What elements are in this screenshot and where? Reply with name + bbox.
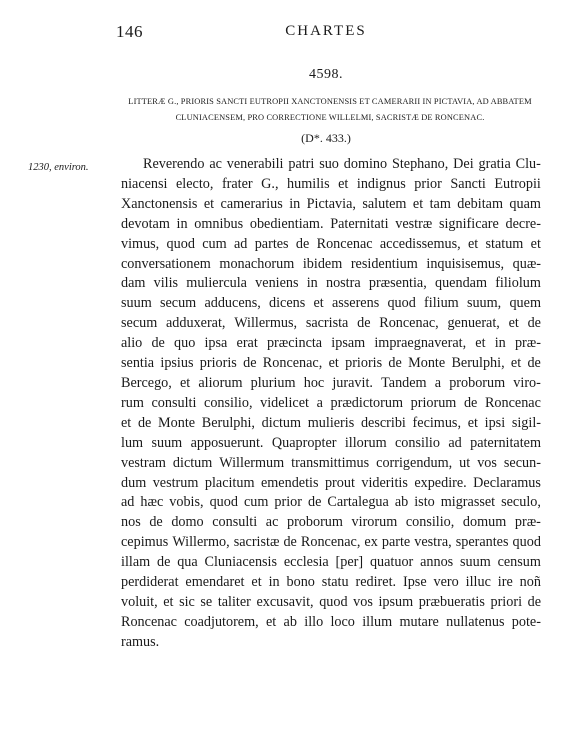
body-word: Willermus, (234, 315, 298, 332)
body-word: secum (159, 295, 197, 312)
body-word: se (200, 593, 213, 610)
body-word: quendam (434, 275, 487, 292)
charter-reference: (D*. 433.) (301, 131, 351, 145)
body-word: consulti (212, 514, 258, 531)
body-line (121, 593, 541, 613)
body-word: taliter (217, 593, 251, 610)
body-word: Willermo, (172, 534, 230, 551)
body-word: ecclesia (283, 554, 329, 571)
body-word: et (510, 355, 522, 372)
body-line (121, 553, 541, 573)
body-word: vero (433, 574, 459, 591)
margin-date: 1230, environ. (28, 162, 89, 173)
body-word: illuc (465, 574, 491, 591)
body-word: quam (509, 195, 541, 212)
body-word: corrigendum, (376, 454, 453, 471)
body-word: expedire. (414, 474, 467, 491)
charter-title-line: LITTERÆ G., PRIORIS SANCTI EUTROPII XANCTONENSIS ET CAMERARII IN PICTAVIA, AD ABBATEM (128, 97, 532, 106)
body-word: dum (121, 474, 147, 491)
body-word: mulieris (307, 414, 355, 431)
body-word: illum (362, 613, 393, 630)
body-word: prioris (199, 355, 237, 372)
body-word: prout (324, 474, 355, 491)
body-line (121, 294, 541, 314)
body-word: Sancti (450, 175, 486, 192)
body-word: videlicet (260, 394, 309, 411)
body-word: de (243, 355, 257, 372)
body-line (121, 573, 541, 593)
body-word: obedientiam. (249, 215, 324, 232)
body-line (121, 633, 541, 653)
body-line (121, 235, 541, 255)
body-word: et (412, 195, 424, 212)
body-word: ab (394, 494, 409, 511)
body-word: muliercula (186, 275, 247, 292)
body-word: Dei (453, 156, 474, 172)
body-word: ad (233, 235, 248, 252)
body-word: proborum (286, 514, 343, 531)
body-word: et (163, 593, 174, 610)
body-word: sperantes (455, 534, 509, 551)
body-word: de (295, 235, 310, 252)
body-word: ad (121, 494, 135, 511)
body-word: quod (319, 593, 348, 610)
body-word: de (137, 414, 152, 431)
body-word: bono (286, 574, 315, 591)
body-word: emendaret (185, 574, 245, 591)
body-word: de (463, 394, 478, 411)
body-word: in (268, 574, 280, 591)
body-word: perdiderat (121, 574, 179, 591)
body-word: et (467, 414, 478, 431)
body-word: partes (254, 235, 289, 252)
body-word: erat (236, 335, 258, 352)
body-word: domino (343, 156, 388, 172)
body-word: vobis, (169, 494, 204, 511)
body-word: quod (209, 494, 238, 511)
body-word: Paternitati (330, 215, 389, 232)
body-word: vos (477, 454, 497, 471)
body-word: plurium (250, 374, 296, 391)
body-word: ac (265, 514, 279, 531)
body-word: ac (209, 156, 222, 172)
body-word: Berulphi, (201, 414, 255, 431)
body-word: et (313, 295, 324, 312)
body-word: Roncenac (484, 394, 541, 411)
body-word: et (467, 235, 479, 252)
body-word: Reverendo (143, 156, 205, 172)
body-word: quæ- (512, 255, 541, 272)
body-word: apposuerunt. (190, 434, 264, 451)
body-word: Bercego, (121, 374, 172, 391)
body-word: noñ (519, 574, 541, 591)
body-word: suo (319, 156, 339, 172)
body-word: Eutropii (494, 175, 541, 192)
body-word: in (176, 215, 188, 232)
body-word: ipsa (204, 335, 228, 352)
body-word: consilio, (405, 514, 455, 531)
body-word: quem (509, 295, 541, 312)
body-word: ipsi (484, 414, 506, 431)
body-word: et (530, 235, 541, 252)
body-word: Roncenac (121, 613, 177, 630)
charter-title (120, 94, 540, 126)
body-word: dictum (172, 454, 213, 471)
body-word: de (307, 494, 322, 511)
body-word: G., (261, 175, 279, 192)
body-word: transmittimus (291, 454, 370, 471)
body-word: suum, (466, 295, 502, 312)
body-word: suum (151, 434, 183, 451)
body-word: præcincta (266, 335, 323, 352)
body-word: Roncenac, (262, 355, 323, 372)
body-word: Monte (408, 355, 446, 372)
body-word: salutem (362, 195, 407, 212)
body-word: quo (174, 335, 196, 352)
body-word: sentia (121, 355, 155, 372)
body-word: ipsum (378, 593, 414, 610)
body-word: Clu- (515, 156, 541, 172)
body-word: Monte (158, 414, 196, 431)
body-word: Cartalegua (327, 494, 389, 511)
body-word: de (156, 554, 171, 571)
body-word: loco (330, 613, 355, 630)
body-word: Roncenac, (300, 534, 361, 551)
body-line (121, 195, 541, 215)
body-word: camerarius (220, 195, 283, 212)
body-word: adduxerat, (165, 315, 226, 332)
body-word: domo (171, 514, 204, 531)
body-word: vestræ (395, 215, 433, 232)
body-line (121, 155, 541, 175)
body-word: præ- (514, 514, 541, 531)
body-word: et (121, 414, 132, 431)
body-word: genuerat, (447, 315, 500, 332)
body-word: statum (485, 235, 524, 252)
body-word: consilio, (204, 394, 253, 411)
body-word: frater (221, 175, 253, 192)
body-word: Cluniacensis (204, 554, 278, 571)
page-header (116, 22, 536, 44)
body-word: quatuor (369, 554, 414, 571)
body-word: filiolum (495, 275, 541, 292)
body-word: aliorum (198, 374, 243, 391)
body-word: et (338, 175, 349, 192)
body-word: niacensi (121, 175, 168, 192)
body-word: de (283, 534, 297, 551)
body-word: prioris (345, 355, 383, 372)
body-word: describi (360, 414, 406, 431)
body-word: Roncenac (316, 235, 373, 252)
body-word: priorum (410, 394, 457, 411)
body-word: dam (121, 275, 146, 292)
body-word: Roncenac, (379, 315, 439, 332)
body-word: statu (321, 574, 349, 591)
body-word: Quapropter (271, 434, 337, 451)
body-word: vestra, (414, 534, 452, 551)
body-word: nostra (325, 275, 361, 292)
body-word: Berulphi, (451, 355, 505, 372)
body-word: proborum (449, 374, 506, 391)
body-word: domum (462, 514, 507, 531)
body-word: consilio (395, 434, 440, 451)
page-number: 146 (116, 22, 143, 41)
body-word: residentium (350, 255, 418, 272)
body-word: conversationem (121, 255, 211, 272)
body-line (121, 374, 541, 394)
body-word: dictum (261, 414, 302, 431)
body-word: parte (381, 534, 411, 551)
body-word: et (266, 613, 277, 630)
body-word: nullatenus (446, 613, 505, 630)
body-word: tam (429, 195, 451, 212)
body-word: et (475, 335, 486, 352)
body-word: vimus, (121, 235, 160, 252)
body-word: debitam (457, 195, 503, 212)
body-word: annos (420, 554, 454, 571)
body-word: Declaramus (473, 474, 541, 491)
body-line (121, 533, 541, 553)
body-line (121, 255, 541, 275)
body-word: sacrista (305, 315, 349, 332)
body-word: vestrum (152, 474, 199, 491)
body-word: juravit. (332, 374, 373, 391)
body-word: prædictorum (330, 394, 404, 411)
body-word: de (388, 355, 402, 372)
body-word: isto (414, 494, 435, 511)
body-word: de (527, 315, 541, 332)
body-word: suum (460, 554, 491, 571)
body-line (121, 454, 541, 474)
body-line (121, 613, 541, 633)
body-word: sic (179, 593, 195, 610)
body-word: fecimus, (412, 414, 462, 431)
body-word: alio (121, 335, 143, 352)
body-word: accedissemus, (379, 235, 461, 252)
body-word: secun- (503, 454, 541, 471)
body-word: illo (304, 613, 324, 630)
body-word: excusavit, (256, 593, 314, 610)
body-word: quod (512, 534, 541, 551)
body-word: ipsius (160, 355, 194, 372)
body-word: devotam (121, 215, 170, 232)
body-word: rum (121, 394, 144, 411)
body-word: lum (121, 434, 144, 451)
body-word: gratia (478, 156, 511, 172)
body-word: cum (243, 494, 269, 511)
body-word: Tandem (381, 374, 427, 391)
body-line (121, 513, 541, 533)
body-word: ibidem (302, 255, 343, 272)
body-word: sigil- (511, 414, 541, 431)
body-word: quod (387, 295, 416, 312)
body-word: migrasset (440, 494, 496, 511)
body-word: vestram (121, 454, 166, 471)
body-word: veniens (255, 275, 299, 292)
body-word: quod (166, 235, 195, 252)
body-word: decre- (505, 215, 541, 232)
body-word: illam (121, 554, 151, 571)
body-word: et (179, 374, 191, 391)
body-word: ramus. (121, 633, 160, 650)
body-word: dicens (269, 295, 306, 312)
body-word: voluit, (121, 593, 158, 610)
body-word: significare (438, 215, 499, 232)
body-word: cum (202, 235, 227, 252)
body-line (121, 474, 541, 494)
body-word: indignus (356, 175, 406, 192)
body-word: sacristæ (233, 534, 280, 551)
body-word: in (306, 275, 318, 292)
body-word: a (434, 374, 442, 391)
body-word: et (251, 574, 262, 591)
body-word: de (527, 355, 541, 372)
body-word: priori (490, 593, 523, 610)
body-word: prior (414, 175, 442, 192)
body-word: omnibus (194, 215, 244, 232)
body-word: in (289, 195, 301, 212)
charter-number: 4598. (309, 67, 343, 82)
body-line (121, 314, 541, 334)
body-word: ab (283, 613, 297, 630)
body-line (121, 274, 541, 294)
body-word: impraegnaverat, (374, 335, 467, 352)
body-word: paternitatem (470, 434, 541, 451)
body-word: de (527, 593, 541, 610)
body-word: consulti (151, 394, 197, 411)
body-word: de (151, 335, 165, 352)
body-word: virorum (351, 514, 398, 531)
body-word: et (328, 355, 339, 372)
body-word: qua (177, 554, 198, 571)
body-word: Stephano, (391, 156, 449, 172)
body-word: ad (448, 434, 462, 451)
body-word: et (508, 315, 519, 332)
body-line (121, 175, 541, 195)
body-line (121, 434, 541, 454)
body-word: ire (497, 574, 513, 591)
body-word: emendetis (260, 474, 319, 491)
body-word: cepimus (121, 534, 169, 551)
body-word: monachorum (219, 255, 295, 272)
body-word: vilis (153, 275, 179, 292)
body-word: præsentia, (368, 275, 427, 292)
body-word: nos (121, 514, 141, 531)
body-line (121, 215, 541, 235)
body-word: Ipse (402, 574, 427, 591)
body-word: secum (121, 315, 158, 332)
body-word: ex (364, 534, 378, 551)
body-word: ut (459, 454, 471, 471)
body-word: rediret. (355, 574, 397, 591)
body-word: videritis (361, 474, 408, 491)
charter-title-line: CLUNIACENSEM, PRO CORRECTIONE WILLELMI, SACRISTÆ DE RONCENAC. (175, 113, 485, 122)
charter-body (121, 155, 541, 653)
body-word: inquisisemus, (426, 255, 505, 272)
body-word: Xanctonensis (121, 195, 198, 212)
body-word: filium (424, 295, 459, 312)
body-word: patri (288, 156, 315, 172)
body-word: pote- (511, 613, 541, 630)
body-word: præ- (514, 335, 541, 352)
body-word: coadjutorem, (184, 613, 259, 630)
body-line (121, 493, 541, 513)
body-word: de (149, 514, 163, 531)
body-word: vos (353, 593, 373, 610)
body-word: Pictavia, (306, 195, 356, 212)
body-word: electo, (176, 175, 214, 192)
body-word: hoc (303, 374, 325, 391)
body-word: mutare (399, 613, 439, 630)
body-word: a (316, 394, 323, 411)
body-line (121, 394, 541, 414)
body-word: seculo, (501, 494, 541, 511)
body-line (121, 414, 541, 434)
body-word: adducens, (204, 295, 261, 312)
body-line (121, 354, 541, 374)
body-word: [per] (335, 554, 364, 571)
body-word: humilis (287, 175, 330, 192)
body-word: censum (497, 554, 541, 571)
body-word: hæc (140, 494, 164, 511)
body-word: suum (121, 295, 152, 312)
body-word: de (357, 315, 371, 332)
body-word: prior (274, 494, 302, 511)
body-word: illorum (344, 434, 387, 451)
body-word: ipsam (331, 335, 366, 352)
body-word: in (494, 335, 506, 352)
body-word: venerabili (226, 156, 284, 172)
body-word: viro- (513, 374, 541, 391)
body-word: asserens (331, 295, 380, 312)
running-title: CHARTES (285, 23, 367, 39)
body-line (121, 334, 541, 354)
body-word: præbueratis (418, 593, 485, 610)
body-word: placitum (204, 474, 255, 491)
body-word: et (203, 195, 215, 212)
body-word: Willermum (219, 454, 285, 471)
